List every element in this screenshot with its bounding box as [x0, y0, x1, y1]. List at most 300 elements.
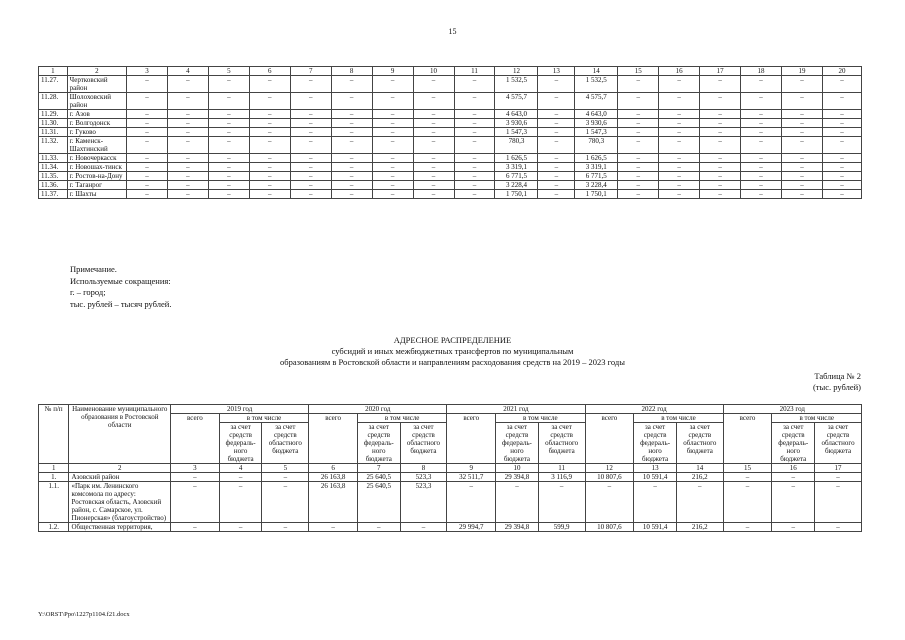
cell-col-18: –	[741, 163, 782, 172]
cell-col-16: –	[659, 181, 700, 190]
cell-col-7: –	[290, 110, 331, 119]
column-number: 9	[447, 464, 496, 473]
cell-col-10: –	[413, 172, 454, 181]
cell-col-17: –	[700, 76, 741, 93]
municipality-name: г. Каменск-Шахтинский	[67, 137, 126, 154]
column-number: 10	[413, 67, 454, 76]
cell-col-19: –	[782, 172, 823, 181]
table-number: Таблица № 2	[814, 371, 861, 381]
header-year-2019: 2019 год	[171, 405, 309, 414]
cell-col-8: –	[331, 110, 372, 119]
column-number-row	[39, 464, 862, 473]
cell-col-19: –	[782, 76, 823, 93]
cell-col-16: –	[659, 172, 700, 181]
file-path-footer: Y:\ORST\Ppo\1227p1104.f21.docx	[38, 611, 130, 618]
cell-col-15: –	[618, 119, 659, 128]
cell-col-15: –	[618, 93, 659, 110]
cell-col-12: 780,3	[495, 137, 538, 154]
cell-col-7: –	[290, 137, 331, 154]
column-number: 5	[208, 67, 249, 76]
cell-col-3: –	[127, 128, 168, 137]
cell-col-7: –	[290, 93, 331, 110]
cell-col-13: –	[538, 181, 575, 190]
cell-col-19: –	[782, 190, 823, 199]
cell-col-8: –	[331, 190, 372, 199]
cell-col-9: –	[372, 181, 413, 190]
row-number: 11.29.	[39, 110, 68, 119]
value-cell: –	[262, 473, 309, 482]
note-abbreviations-label: Используемые сокращения:	[70, 275, 171, 286]
cell-col-5: –	[208, 128, 249, 137]
cell-col-15: –	[618, 190, 659, 199]
cell-col-6: –	[249, 154, 290, 163]
cell-col-3: –	[127, 119, 168, 128]
column-number: 13	[538, 67, 575, 76]
cell-col-8: –	[331, 154, 372, 163]
municipality-name: Общественная территория,	[69, 523, 171, 532]
cell-col-13: –	[538, 119, 575, 128]
cell-col-6: –	[249, 181, 290, 190]
value-cell: –	[262, 482, 309, 523]
municipality-name: г. Новочеркасск	[67, 154, 126, 163]
value-cell: –	[219, 473, 262, 482]
cell-col-11: –	[454, 76, 495, 93]
cell-col-12: 3 319,1	[495, 163, 538, 172]
cell-col-20: –	[822, 93, 861, 110]
value-cell: –	[723, 523, 772, 532]
header-federal: за счет средств федераль-ного бюджета	[772, 423, 815, 464]
cell-col-16: –	[659, 93, 700, 110]
table-row	[39, 181, 862, 190]
value-cell: –	[496, 482, 539, 523]
table-row	[39, 137, 862, 154]
value-cell: –	[171, 473, 220, 482]
municipality-name: г. Волгодонск	[67, 119, 126, 128]
municipality-name: г. Ростов-на-Дону	[67, 172, 126, 181]
value-cell: 25 640,5	[357, 482, 400, 523]
cell-col-10: –	[413, 163, 454, 172]
column-number: 8	[400, 464, 447, 473]
cell-col-19: –	[782, 181, 823, 190]
header-total: всего	[585, 414, 634, 464]
cell-col-14: 6 771,5	[575, 172, 618, 181]
header-regional: за счет средств областного бюджета	[676, 423, 723, 464]
cell-col-8: –	[331, 163, 372, 172]
title-line-2: субсидий и иных межбюджетных трансфертов по муниципальным	[331, 346, 574, 356]
cell-col-4: –	[167, 190, 208, 199]
cell-col-14: 4 643,0	[575, 110, 618, 119]
table-row	[39, 154, 862, 163]
cell-col-3: –	[127, 137, 168, 154]
cell-col-10: –	[413, 154, 454, 163]
row-number: 11.31.	[39, 128, 68, 137]
value-cell: –	[447, 482, 496, 523]
column-number: 8	[331, 67, 372, 76]
cell-col-4: –	[167, 154, 208, 163]
cell-col-7: –	[290, 76, 331, 93]
cell-col-16: –	[659, 110, 700, 119]
cell-col-3: –	[127, 163, 168, 172]
row-number: 11.37.	[39, 190, 68, 199]
row-number: 1.	[39, 473, 69, 482]
cell-col-7: –	[290, 128, 331, 137]
row-number: 11.28.	[39, 93, 68, 110]
cell-col-6: –	[249, 76, 290, 93]
cell-col-13: –	[538, 128, 575, 137]
header-total: всего	[447, 414, 496, 464]
column-number: 6	[249, 67, 290, 76]
cell-col-3: –	[127, 93, 168, 110]
cell-col-9: –	[372, 163, 413, 172]
cell-col-7: –	[290, 163, 331, 172]
column-number: 16	[772, 464, 815, 473]
cell-col-7: –	[290, 154, 331, 163]
cell-col-20: –	[822, 137, 861, 154]
cell-col-6: –	[249, 119, 290, 128]
header-regional: за счет средств областного бюджета	[815, 423, 862, 464]
header-year-2023: 2023 год	[723, 405, 861, 414]
value-cell: –	[772, 523, 815, 532]
cell-col-3: –	[127, 110, 168, 119]
address-distribution-table	[38, 404, 862, 532]
header-total: всего	[309, 414, 358, 464]
column-number: 12	[585, 464, 634, 473]
value-cell: 32 511,7	[447, 473, 496, 482]
cell-col-3: –	[127, 154, 168, 163]
cell-col-6: –	[249, 93, 290, 110]
header-including: в том числе	[357, 414, 446, 423]
value-cell: –	[585, 482, 634, 523]
table-row	[39, 128, 862, 137]
column-number: 2	[67, 67, 126, 76]
cell-col-15: –	[618, 110, 659, 119]
cell-col-6: –	[249, 172, 290, 181]
cell-col-10: –	[413, 137, 454, 154]
column-number: 17	[700, 67, 741, 76]
distribution-table-continued	[38, 66, 862, 199]
cell-col-15: –	[618, 137, 659, 154]
table-row	[39, 93, 862, 110]
cell-col-4: –	[167, 128, 208, 137]
cell-col-6: –	[249, 137, 290, 154]
cell-col-5: –	[208, 172, 249, 181]
row-number: 1.2.	[39, 523, 69, 532]
value-cell: –	[538, 482, 585, 523]
cell-col-12: 6 771,5	[495, 172, 538, 181]
header-federal: за счет средств федераль-ного бюджета	[496, 423, 539, 464]
cell-col-11: –	[454, 110, 495, 119]
cell-col-17: –	[700, 137, 741, 154]
value-cell: 599,9	[538, 523, 585, 532]
cell-col-18: –	[741, 190, 782, 199]
value-cell: –	[815, 523, 862, 532]
row-number: 11.34.	[39, 163, 68, 172]
column-number: 2	[69, 464, 171, 473]
cell-col-5: –	[208, 119, 249, 128]
note-block	[70, 264, 172, 310]
cell-col-10: –	[413, 181, 454, 190]
page-number: 15	[448, 27, 457, 36]
cell-col-11: –	[454, 190, 495, 199]
cell-col-11: –	[454, 137, 495, 154]
value-cell: 523,3	[400, 473, 447, 482]
cell-col-18: –	[741, 93, 782, 110]
municipality-name: г. Новошах-тинск	[67, 163, 126, 172]
cell-col-5: –	[208, 190, 249, 199]
table-row	[39, 163, 862, 172]
value-cell: –	[723, 482, 772, 523]
cell-col-16: –	[659, 76, 700, 93]
cell-col-6: –	[249, 110, 290, 119]
row-number: 11.33.	[39, 154, 68, 163]
cell-col-17: –	[700, 181, 741, 190]
header-total: всего	[171, 414, 220, 464]
header-year-2022: 2022 год	[585, 405, 723, 414]
column-number: 1	[39, 464, 69, 473]
cell-col-14: 1 532,5	[575, 76, 618, 93]
cell-col-3: –	[127, 190, 168, 199]
document-title	[0, 335, 905, 368]
cell-col-15: –	[618, 181, 659, 190]
column-number-row	[39, 67, 862, 76]
value-cell: 25 640,5	[357, 473, 400, 482]
cell-col-5: –	[208, 137, 249, 154]
cell-col-19: –	[782, 119, 823, 128]
cell-col-17: –	[700, 172, 741, 181]
cell-col-6: –	[249, 190, 290, 199]
value-cell: –	[171, 482, 220, 523]
cell-col-19: –	[782, 93, 823, 110]
value-cell: 216,2	[676, 473, 723, 482]
cell-col-17: –	[700, 93, 741, 110]
value-cell: 523,3	[400, 482, 447, 523]
header-year-2020: 2020 год	[309, 405, 447, 414]
cell-col-17: –	[700, 154, 741, 163]
cell-col-4: –	[167, 93, 208, 110]
cell-col-5: –	[208, 76, 249, 93]
cell-col-4: –	[167, 172, 208, 181]
cell-col-13: –	[538, 163, 575, 172]
header-regional: за счет средств областного бюджета	[400, 423, 447, 464]
column-number: 14	[575, 67, 618, 76]
cell-col-7: –	[290, 190, 331, 199]
cell-col-12: 1 532,5	[495, 76, 538, 93]
cell-col-18: –	[741, 128, 782, 137]
cell-col-12: 1 547,3	[495, 128, 538, 137]
value-cell: 29 394,8	[496, 523, 539, 532]
value-cell: –	[723, 473, 772, 482]
cell-col-7: –	[290, 119, 331, 128]
cell-col-15: –	[618, 76, 659, 93]
municipality-name: Чертковский район	[67, 76, 126, 93]
title-line-3: образованиям в Ростовской области и направлениям расходования средств на 2019 – 2023 годы	[280, 357, 625, 367]
value-cell: –	[219, 523, 262, 532]
value-cell: –	[171, 523, 220, 532]
cell-col-7: –	[290, 172, 331, 181]
cell-col-13: –	[538, 154, 575, 163]
column-number: 4	[167, 67, 208, 76]
cell-col-13: –	[538, 93, 575, 110]
header-including: в том числе	[772, 414, 862, 423]
value-cell: –	[815, 482, 862, 523]
table-row	[39, 190, 862, 199]
cell-col-18: –	[741, 154, 782, 163]
cell-col-8: –	[331, 128, 372, 137]
cell-col-20: –	[822, 119, 861, 128]
value-cell: –	[676, 482, 723, 523]
cell-col-20: –	[822, 154, 861, 163]
cell-col-17: –	[700, 110, 741, 119]
cell-col-8: –	[331, 93, 372, 110]
cell-col-18: –	[741, 137, 782, 154]
cell-col-4: –	[167, 119, 208, 128]
value-cell: –	[357, 523, 400, 532]
value-cell: –	[815, 473, 862, 482]
column-number: 18	[741, 67, 782, 76]
row-number: 11.35.	[39, 172, 68, 181]
column-number: 1	[39, 67, 68, 76]
cell-col-17: –	[700, 119, 741, 128]
column-number: 20	[822, 67, 861, 76]
cell-col-9: –	[372, 154, 413, 163]
municipality-name: г. Таганрог	[67, 181, 126, 190]
cell-col-9: –	[372, 190, 413, 199]
cell-col-19: –	[782, 110, 823, 119]
cell-col-7: –	[290, 181, 331, 190]
column-number: 3	[127, 67, 168, 76]
cell-col-12: 3 930,6	[495, 119, 538, 128]
cell-col-8: –	[331, 181, 372, 190]
cell-col-19: –	[782, 128, 823, 137]
header-federal: за счет средств федераль-ного бюджета	[357, 423, 400, 464]
cell-col-14: 780,3	[575, 137, 618, 154]
column-number: 17	[815, 464, 862, 473]
table-row	[39, 473, 862, 482]
cell-col-16: –	[659, 154, 700, 163]
table-row	[39, 76, 862, 93]
value-cell: –	[400, 523, 447, 532]
cell-col-10: –	[413, 128, 454, 137]
cell-col-9: –	[372, 172, 413, 181]
cell-col-9: –	[372, 128, 413, 137]
cell-col-18: –	[741, 181, 782, 190]
cell-col-14: 3 319,1	[575, 163, 618, 172]
cell-col-5: –	[208, 154, 249, 163]
cell-col-9: –	[372, 76, 413, 93]
cell-col-4: –	[167, 76, 208, 93]
cell-col-11: –	[454, 163, 495, 172]
cell-col-20: –	[822, 76, 861, 93]
cell-col-5: –	[208, 110, 249, 119]
column-number: 3	[171, 464, 220, 473]
column-number: 16	[659, 67, 700, 76]
cell-col-6: –	[249, 163, 290, 172]
cell-col-11: –	[454, 172, 495, 181]
cell-col-18: –	[741, 76, 782, 93]
cell-col-14: 4 575,7	[575, 93, 618, 110]
cell-col-3: –	[127, 181, 168, 190]
row-number: 11.32.	[39, 137, 68, 154]
municipality-name: г. Шахты	[67, 190, 126, 199]
cell-col-14: 3 228,4	[575, 181, 618, 190]
cell-col-4: –	[167, 181, 208, 190]
cell-col-10: –	[413, 93, 454, 110]
cell-col-20: –	[822, 181, 861, 190]
cell-col-8: –	[331, 137, 372, 154]
cell-col-19: –	[782, 163, 823, 172]
cell-col-15: –	[618, 128, 659, 137]
cell-col-9: –	[372, 110, 413, 119]
cell-col-8: –	[331, 172, 372, 181]
cell-col-13: –	[538, 172, 575, 181]
row-number: 11.27.	[39, 76, 68, 93]
value-cell: –	[772, 482, 815, 523]
cell-col-18: –	[741, 110, 782, 119]
cell-col-11: –	[454, 181, 495, 190]
value-cell: 26 163,8	[309, 473, 358, 482]
header-regional: за счет средств областного бюджета	[538, 423, 585, 464]
header-row-years	[39, 405, 862, 414]
municipality-name: Азовский район	[69, 473, 171, 482]
row-number: 11.30.	[39, 119, 68, 128]
header-total: всего	[723, 414, 772, 464]
cell-col-20: –	[822, 128, 861, 137]
value-cell: 10 591,4	[634, 523, 677, 532]
cell-col-10: –	[413, 119, 454, 128]
cell-col-17: –	[700, 190, 741, 199]
value-cell: –	[262, 523, 309, 532]
column-number: 7	[290, 67, 331, 76]
cell-col-13: –	[538, 137, 575, 154]
column-number: 13	[634, 464, 677, 473]
cell-col-13: –	[538, 76, 575, 93]
value-cell: –	[219, 482, 262, 523]
cell-col-16: –	[659, 128, 700, 137]
cell-col-8: –	[331, 119, 372, 128]
table-row	[39, 523, 862, 532]
cell-col-10: –	[413, 76, 454, 93]
cell-col-18: –	[741, 172, 782, 181]
cell-col-10: –	[413, 110, 454, 119]
value-cell: –	[772, 473, 815, 482]
title-line-1: АДРЕСНОЕ РАСПРЕДЕЛЕНИЕ	[393, 335, 512, 345]
value-cell: 29 394,8	[496, 473, 539, 482]
cell-col-13: –	[538, 110, 575, 119]
cell-col-15: –	[618, 172, 659, 181]
cell-col-5: –	[208, 93, 249, 110]
header-regional: за счет средств областного бюджета	[262, 423, 309, 464]
municipality-name: «Парк им. Ленинского комсомола по адресу: Ростовская область, Азовский район, с. Самарское, ул. Пионерская» (благоустройство)	[69, 482, 171, 523]
value-cell: 10 591,4	[634, 473, 677, 482]
cell-col-5: –	[208, 163, 249, 172]
cell-col-9: –	[372, 119, 413, 128]
cell-col-13: –	[538, 190, 575, 199]
column-number: 10	[496, 464, 539, 473]
column-number: 15	[618, 67, 659, 76]
cell-col-16: –	[659, 190, 700, 199]
cell-col-17: –	[700, 163, 741, 172]
cell-col-20: –	[822, 163, 861, 172]
column-number: 7	[357, 464, 400, 473]
cell-col-12: 3 228,4	[495, 181, 538, 190]
value-cell: –	[634, 482, 677, 523]
header-including: в том числе	[496, 414, 585, 423]
cell-col-8: –	[331, 76, 372, 93]
cell-col-16: –	[659, 163, 700, 172]
table-row	[39, 119, 862, 128]
cell-col-11: –	[454, 128, 495, 137]
column-number: 11	[538, 464, 585, 473]
